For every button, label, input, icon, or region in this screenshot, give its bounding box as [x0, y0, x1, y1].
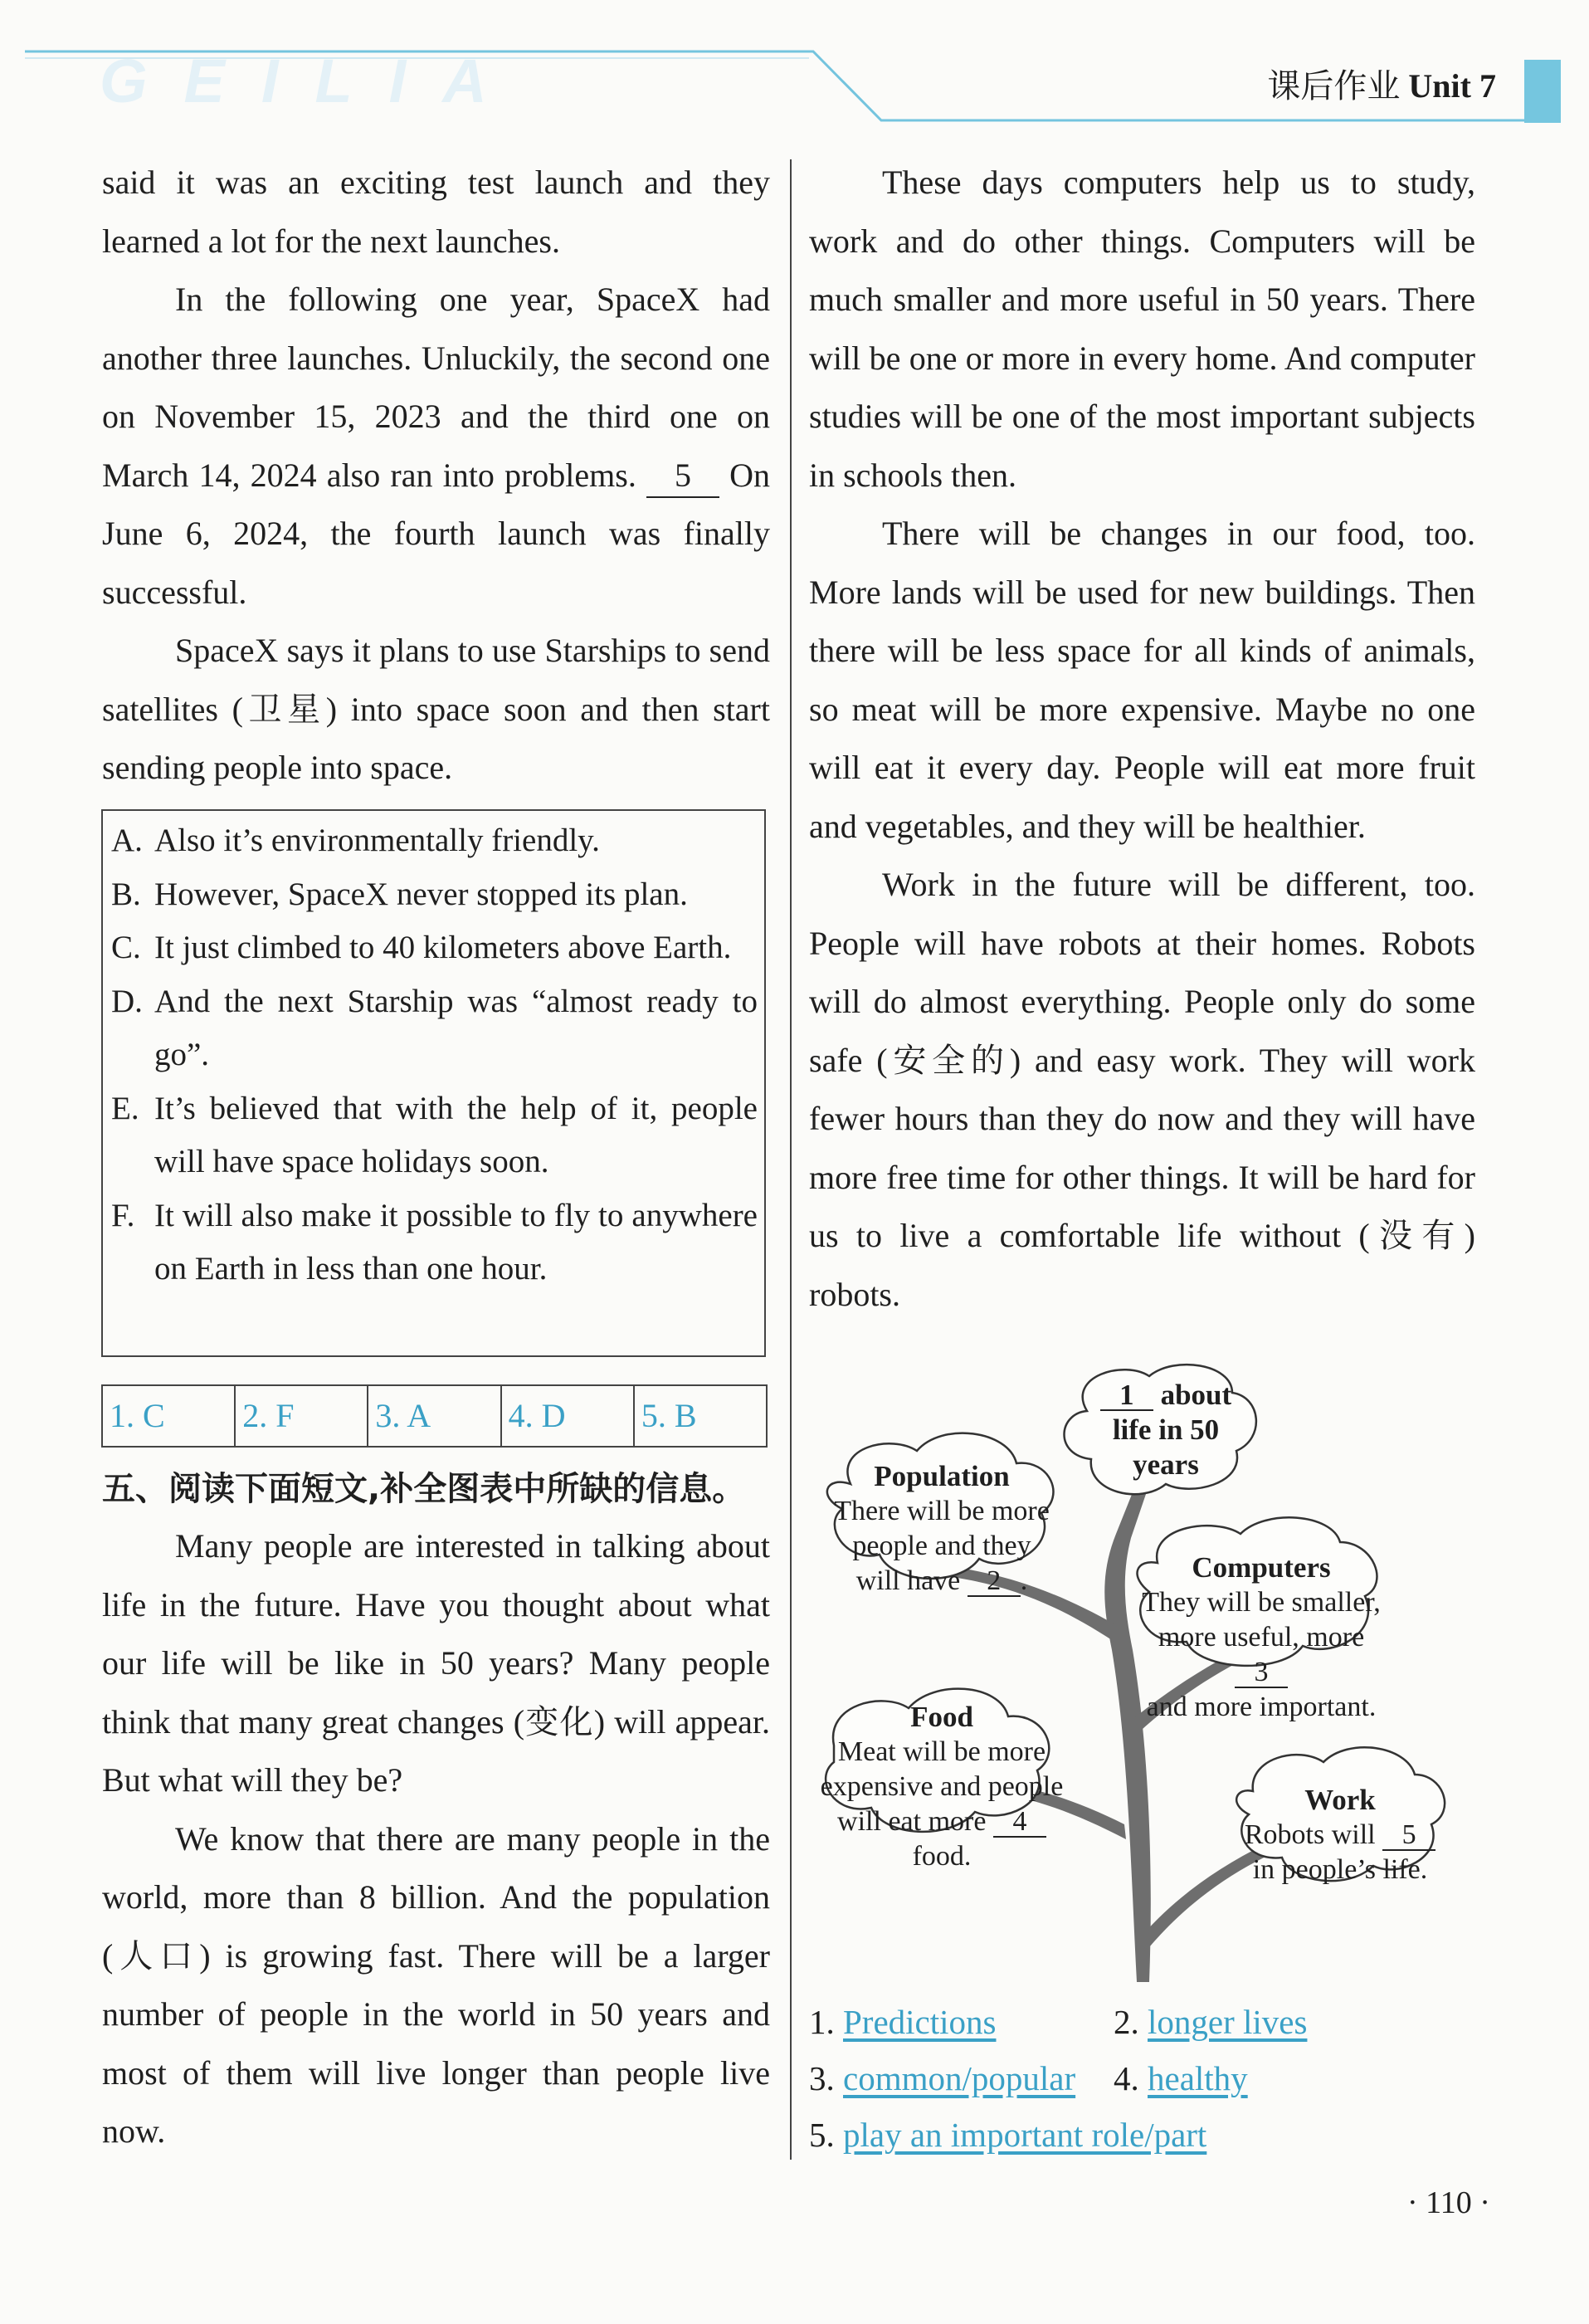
population-line-3: will have 2 . — [855, 1565, 1028, 1596]
computers-line-3: and more important. — [1146, 1692, 1377, 1722]
work-line-1-text: Robots will — [1244, 1819, 1376, 1850]
food-title: Food — [910, 1701, 973, 1733]
option-text: And the next Starship was “almost ready to go”. — [154, 983, 758, 1072]
option-b — [111, 868, 758, 922]
fill-answer-3 — [809, 2058, 1075, 2098]
section-five-passage — [102, 1517, 770, 2161]
option-letter: A. — [111, 823, 143, 858]
tree-diagram — [801, 1360, 1489, 1999]
section-five-title: 五、阅读下面短文,补全图表中所缺的信息。 — [102, 1470, 746, 1508]
blank-3: 3 — [1235, 1658, 1288, 1688]
fill-answer-number: 3. — [809, 2059, 835, 2097]
option-letter: E. — [111, 1090, 139, 1126]
food-line-1: Meat will be more — [837, 1736, 1046, 1767]
blank-2: 2 — [968, 1567, 1021, 1597]
passage-paragraph-2: We know that there are many people in the world, more than 8 billion. And the population (人口) is growing fast. There will be a larger number of people in the world in 50 years and most of them will live longer than people live now. — [102, 1819, 770, 2150]
answer-cell: 5. B — [641, 1397, 697, 1434]
cloud-topic — [1087, 1378, 1245, 1482]
option-a — [111, 814, 758, 868]
passage-paragraph-1: Many people are interested in talking about life in the future. Have you thought about what our life will be like in 50 years? Many people think that many great changes (变化) will appear. But what will they be? — [102, 1527, 770, 1799]
left-column-text — [102, 154, 770, 798]
option-text: It just climbed to 40 kilometers above Earth. — [154, 930, 732, 965]
left-paragraph-1: said it was an exciting test launch and they learned a lot for the next launches. — [102, 164, 770, 260]
food-line-4: food. — [912, 1841, 972, 1872]
cloud-population — [821, 1459, 1062, 1599]
work-line-1 — [1232, 1818, 1448, 1853]
answer-table — [101, 1384, 768, 1448]
option-d — [111, 975, 758, 1082]
option-letter: C. — [111, 930, 141, 965]
topic-line-3: years — [1133, 1448, 1199, 1481]
options-box — [101, 809, 766, 1357]
fill-answer-number: 5. — [809, 2116, 835, 2154]
option-letter: D. — [111, 983, 143, 1019]
population-line-3-text: will have — [855, 1565, 961, 1596]
food-line-3-text: will eat more — [837, 1806, 987, 1837]
header-unit: Unit 7 — [1408, 67, 1496, 105]
left-paragraph-2 — [102, 271, 770, 622]
work-line-2: in people’s life. — [1252, 1854, 1428, 1885]
fill-answer-number: 2. — [1114, 2003, 1139, 2041]
computers-line-2 — [1137, 1620, 1386, 1690]
answer-cell: 4. D — [502, 1386, 635, 1446]
right-paragraph-2: There will be changes in our food, too. More lands will be used for new buildings. Then there will be less space for all kinds of animals, so meat will be more expensive. Maybe no one will eat it every day. People will eat more fruit and vegetables, and they will be healthier. — [809, 515, 1475, 845]
fill-answer-text: Predictions — [843, 2003, 997, 2041]
option-text: It will also make it possible to fly to anywhere on Earth in less than one hour. — [154, 1197, 758, 1286]
population-line-2: people and they — [852, 1531, 1031, 1561]
fill-answer-4 — [1114, 2058, 1248, 2098]
column-divider — [790, 159, 792, 2160]
cloud-food — [817, 1700, 1066, 1874]
cloud-computers — [1137, 1550, 1386, 1725]
answer-cell: 3. A — [368, 1386, 501, 1446]
fill-answer-text: play an important role/part — [843, 2116, 1207, 2154]
blank-5-diagram: 5 — [1382, 1821, 1435, 1851]
fill-answer-text: healthy — [1148, 2059, 1248, 2097]
answer-cell: 1. C — [103, 1386, 236, 1446]
header-title — [1267, 60, 1496, 107]
option-c — [111, 921, 758, 975]
answer-cell: 2. F — [236, 1386, 368, 1446]
option-e — [111, 1082, 758, 1189]
option-f — [111, 1189, 758, 1296]
option-text: It’s believed that with the help of it, people will have space holidays soon. — [154, 1090, 758, 1179]
computers-line-2-text: more useful, more — [1158, 1622, 1365, 1653]
computers-line-1: They will be smaller, — [1142, 1587, 1381, 1618]
page-number: · 110 · — [1407, 2185, 1490, 2220]
population-title: Population — [874, 1460, 1010, 1492]
topic-line-1 — [1087, 1378, 1245, 1413]
topic-about: about — [1160, 1379, 1232, 1411]
food-line-2: expensive and people — [820, 1771, 1064, 1802]
header-logo: GEILIA — [100, 46, 524, 115]
blank-1: 1 — [1100, 1381, 1153, 1411]
right-paragraph-3: Work in the future will be different, too. People will have robots at their homes. Robots will do almost everything. People only do some safe (安全的) and easy work. They will work fewer hours than they do now and they will have more free time for other things. It will be hard for us to live a comfortable life without (没有) robots. — [809, 866, 1475, 1313]
option-letter: B. — [111, 876, 141, 912]
fill-answer-1 — [809, 2002, 996, 2042]
blank-4: 4 — [993, 1808, 1046, 1838]
left-paragraph-2-after: On June 6, 2024, the fourth launch was finally successful. — [102, 456, 770, 611]
option-text: However, SpaceX never stopped its plan. — [154, 876, 688, 912]
fill-answer-number: 4. — [1114, 2059, 1139, 2097]
fill-answer-text: common/popular — [843, 2059, 1076, 2097]
left-paragraph-2-text: In the following one year, SpaceX had another three launches. Unluckily, the second one on November 15, 2023 and the third one on March 14, 2024 also ran into problems. — [102, 281, 770, 494]
fill-answer-5 — [809, 2115, 1206, 2155]
work-title: Work — [1304, 1784, 1376, 1816]
fill-answer-number: 1. — [809, 2003, 835, 2041]
option-text: Also it’s environmentally friendly. — [154, 823, 600, 858]
right-column-text — [809, 154, 1475, 1324]
computers-title: Computers — [1192, 1551, 1331, 1584]
fill-answer-2 — [1114, 2002, 1307, 2042]
topic-line-2: life in 50 — [1112, 1413, 1220, 1446]
cloud-work — [1232, 1783, 1448, 1887]
header-section: 课后作业 — [1267, 67, 1401, 105]
fill-answer-text: longer lives — [1148, 2003, 1308, 2041]
option-letter: F. — [111, 1197, 135, 1233]
left-paragraph-3: SpaceX says it plans to use Starships to send satellites (卫星) into space soon and then start sending people into space. — [102, 632, 770, 786]
population-line-1: There will be more — [834, 1496, 1050, 1526]
blank-5: 5 — [646, 455, 719, 498]
food-line-3 — [817, 1804, 1066, 1839]
header-color-block — [1524, 60, 1561, 123]
right-paragraph-1: These days computers help us to study, work and do other things. Computers will be much smaller and more useful in 50 years. There will be one or more in every home. And computer studies will be one of the most important subjects in schools then. — [809, 164, 1475, 494]
